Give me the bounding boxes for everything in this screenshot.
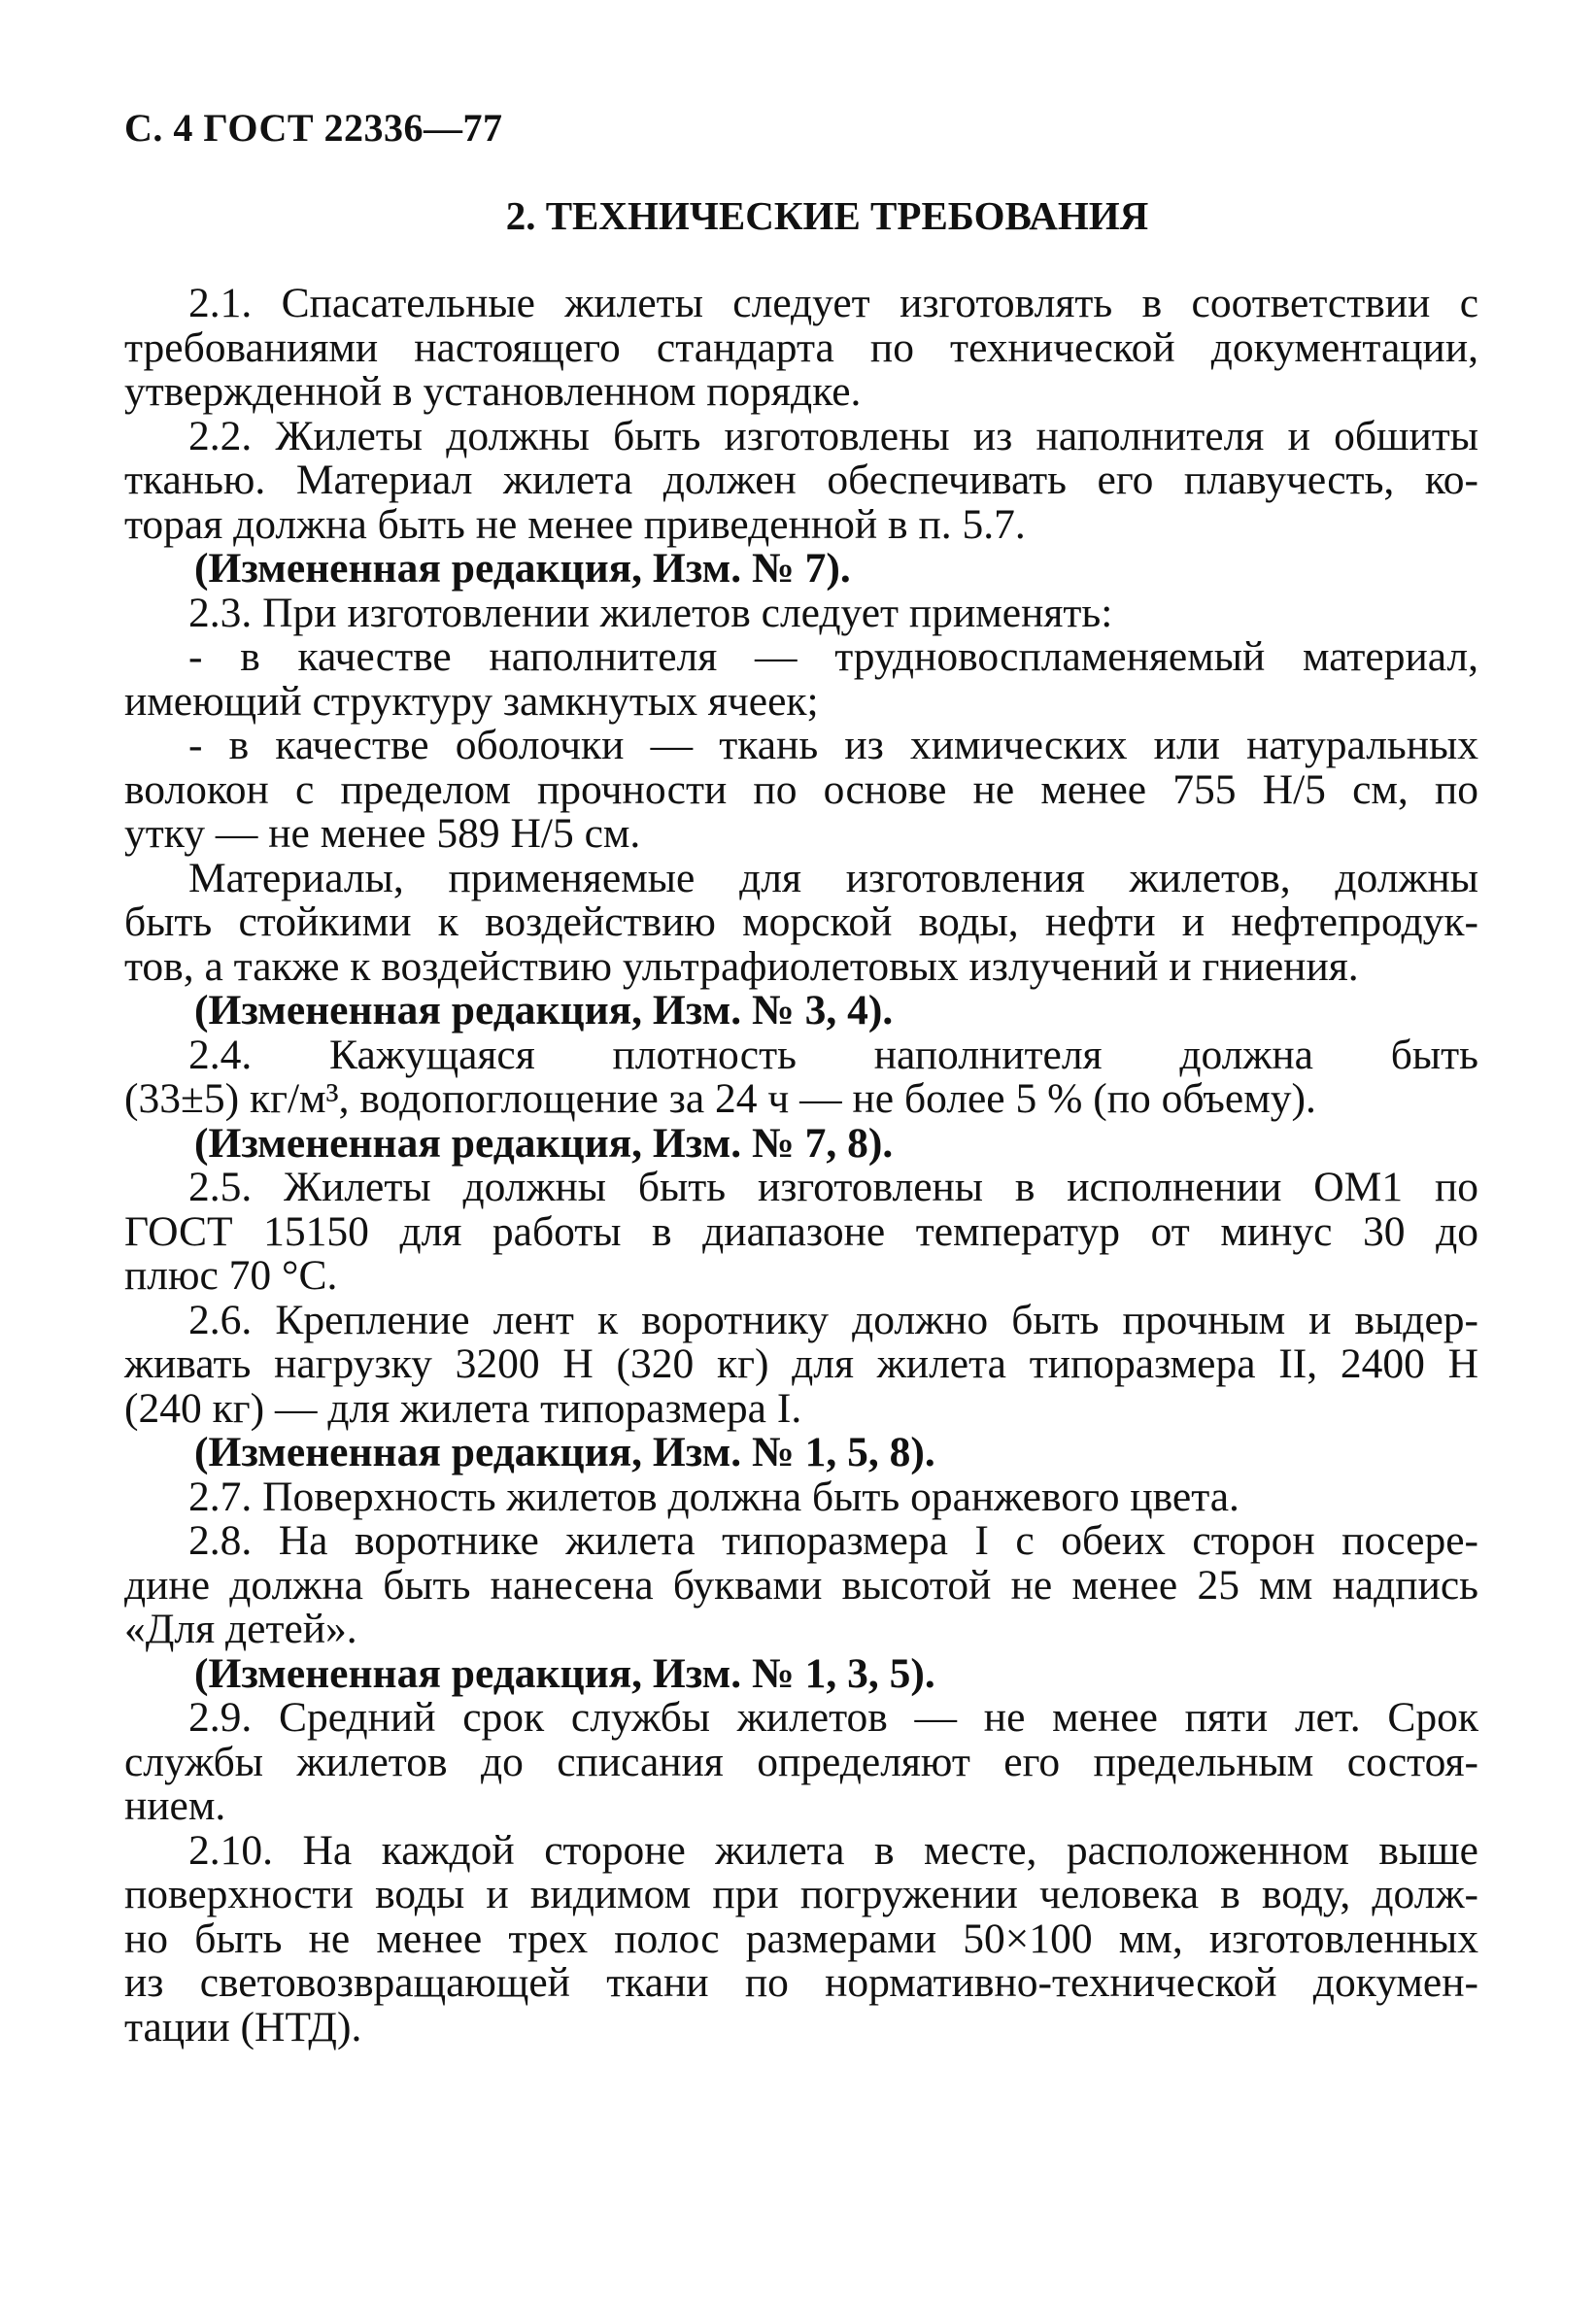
text-line: 2.10. На каждой стороне жилета в месте, расположенном выше — [188, 1826, 1478, 1874]
text-line: «Для детей». — [124, 1606, 357, 1652]
amendment-note: (Измененная редакция, Изм. № 7). — [194, 545, 851, 592]
text-line: тов, а также к воздействию ультрафиолетовых излучений и гниения. — [124, 942, 1359, 990]
text-line: Материалы, применяемые для изготовления жилетов, должны — [188, 854, 1478, 901]
text-line: - в качестве наполнителя — трудновоспламеняемый материал, — [188, 633, 1478, 680]
clause-2-7 — [124, 1475, 1478, 1520]
text-line: имеющий структуру замкнутых ячеек; — [124, 677, 819, 725]
text-line: 2.7. Поверхность жилетов должна быть оранжевого цвета. — [188, 1473, 1239, 1520]
clause-2-9 — [124, 1696, 1478, 1829]
text-line: утку — не менее 589 Н/5 см. — [124, 810, 641, 857]
text-line: поверхности воды и видимом при погружении человека в воду, долж- — [124, 1871, 1478, 1917]
clause-2-1 — [124, 282, 1478, 415]
clause-2-4 — [124, 1031, 1478, 1122]
document-body — [124, 282, 1478, 2050]
text-line: быть стойкими к воздействию морской воды, нефти и нефтепродук- — [124, 898, 1478, 945]
amendment-note: (Измененная редакция, Изм. № 3, 4). — [194, 987, 894, 1034]
text-line: 2.2. Жилеты должны быть изготовлены из наполнителя и обшиты — [188, 412, 1478, 459]
text-line: ГОСТ 15150 для работы в диапазоне температур от минус 30 до — [124, 1207, 1478, 1255]
clause-continuation — [124, 724, 1478, 857]
text-line: тканью. Материал жилета должен обеспечивать его плавучесть, ко- — [124, 457, 1478, 503]
clause-continuation — [124, 635, 1478, 724]
clause-2-2 — [124, 412, 1478, 548]
text-line: 2.6. Крепление лент к воротнику должно быть прочным и выдер- — [188, 1296, 1478, 1343]
clause-2-5 — [124, 1166, 1478, 1299]
text-line: 2.1. Спасательные жилеты следует изготовлять в соответствии с — [188, 280, 1478, 326]
clause-2-10 — [124, 1826, 1478, 2051]
text-line: тации (НТД). — [124, 2003, 362, 2051]
page-header: С. 4 ГОСТ 22336—77 — [124, 106, 503, 150]
clause-continuation — [124, 854, 1478, 990]
text-line: 2.5. Жилеты должны быть изготовлены в исполнении ОМ1 по — [188, 1164, 1478, 1210]
amendment-note: (Измененная редакция, Изм. № 7, 8). — [194, 1119, 894, 1167]
text-line: - в качестве оболочки — ткань из химических или натуральных — [188, 722, 1478, 768]
clause-2-8 — [124, 1519, 1478, 1652]
section-title-text: 2. ТЕХНИЧЕСКИЕ ТРЕБОВАНИЯ — [505, 193, 1149, 238]
text-line: утвержденной в установленном порядке. — [124, 368, 862, 415]
clause-2-6 — [124, 1296, 1478, 1432]
text-line: торая должна быть не менее приведенной в п. 5.7. — [124, 500, 1026, 548]
text-line: требованиями настоящего стандарта по технической документации, — [124, 323, 1478, 371]
text-line: 2.3. При изготовлении жилетов следует применять: — [188, 589, 1113, 636]
text-line: волокон с пределом прочности по основе не менее 755 Н/5 см, по — [124, 765, 1478, 813]
text-line: 2.8. На воротнике жилета типоразмера I с обеих сторон посере- — [188, 1517, 1478, 1564]
text-line: плюс 70 °С. — [124, 1252, 338, 1299]
text-line: из световозвращающей ткани по нормативно-технической докумен- — [124, 1959, 1478, 2006]
amendment-note: (Измененная редакция, Изм. № 1, 3, 5). — [194, 1649, 935, 1697]
clause-2-3 — [124, 589, 1478, 636]
section-title — [0, 192, 1596, 239]
text-line: нием. — [124, 1782, 226, 1829]
text-line: службы жилетов до списания определяют его предельным состоя- — [124, 1738, 1478, 1785]
text-line: но быть не менее трех полос размерами 50×100 мм, изготовленных — [124, 1915, 1478, 1962]
text-line: 2.9. Средний срок службы жилетов — не менее пяти лет. Срок — [188, 1694, 1478, 1741]
amendment-note: (Измененная редакция, Изм. № 1, 5, 8). — [194, 1429, 935, 1475]
text-line: (33±5) кг/м³, водопоглощение за 24 ч — не более 5 % (по объему). — [124, 1075, 1316, 1122]
text-line: 2.4. Кажущаяся плотность наполнителя должна быть — [188, 1031, 1478, 1078]
text-line: (240 кг) — для жилета типоразмера I. — [124, 1384, 802, 1432]
text-line: живать нагрузку 3200 Н (320 кг) для жилета типоразмера II, 2400 Н — [124, 1340, 1478, 1387]
text-line: дине должна быть нанесена буквами высотой не менее 25 мм надпись — [124, 1561, 1478, 1609]
